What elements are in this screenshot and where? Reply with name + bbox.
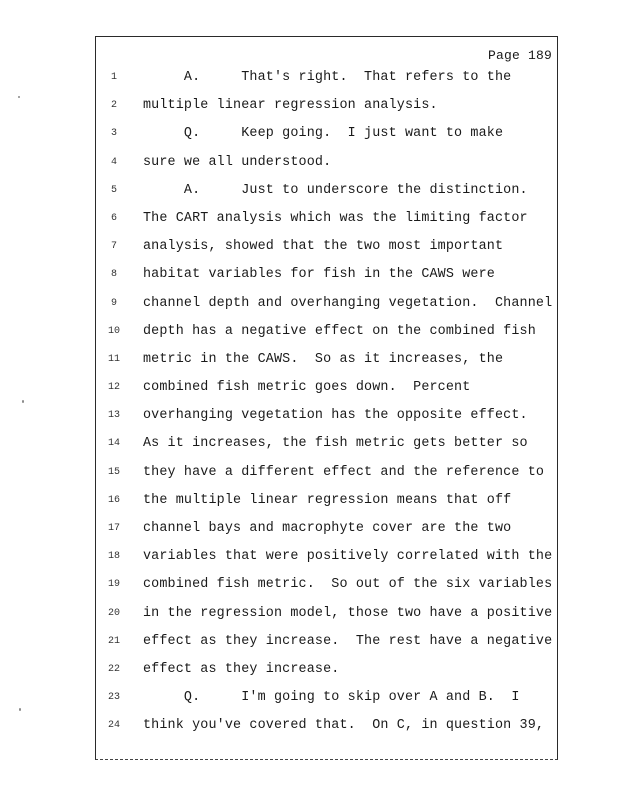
transcript-line [0, 233, 618, 261]
transcript-line [0, 543, 618, 571]
line-number: 17 [107, 523, 120, 534]
transcript-line [0, 712, 618, 740]
line-text: variables that were positively correlated with the [143, 549, 553, 565]
line-number: 16 [107, 494, 120, 506]
line-number: 6 [110, 212, 117, 224]
transcript-line [0, 120, 618, 148]
line-text: channel depth and overhanging vegetation. Channel [143, 295, 553, 311]
transcript-line [0, 149, 618, 177]
transcript-line [0, 177, 618, 205]
line-number: 23 [107, 692, 120, 704]
line-text: As it increases, the fish metric gets better so [143, 436, 528, 452]
line-number: 13 [107, 410, 120, 422]
scan-speck [18, 96, 20, 98]
line-text: Q. I'm going to skip over A and B. I [143, 690, 520, 706]
transcript-line [0, 92, 618, 120]
line-text: A. Just to underscore the distinction. [143, 182, 528, 198]
line-text: sure we all understood. [143, 154, 332, 170]
transcript-line [0, 318, 618, 346]
transcript-line [0, 515, 618, 543]
line-text: overhanging vegetation has the opposite effect. [143, 408, 528, 424]
transcript-line [0, 459, 618, 487]
line-number: 14 [107, 438, 120, 450]
line-text: effect as they increase. [143, 661, 340, 677]
line-number: 9 [110, 297, 117, 309]
line-number: 5 [110, 184, 117, 196]
transcript-line [0, 571, 618, 599]
line-text: multiple linear regression analysis. [143, 98, 438, 114]
transcript-line [0, 346, 618, 374]
line-text: channel bays and macrophyte cover are the two [143, 521, 512, 536]
line-text: they have a different effect and the reference to [143, 464, 545, 480]
line-text: A. That's right. That refers to the [143, 70, 512, 85]
line-number: 10 [107, 325, 120, 337]
line-text: effect as they increase. The rest have a negative [143, 633, 553, 649]
line-text: combined fish metric goes down. Percent [143, 380, 471, 396]
line-number: 22 [107, 663, 120, 675]
line-number: 3 [110, 128, 117, 140]
line-text: analysis, showed that the two most important [143, 239, 504, 255]
line-text: Q. Keep going. I just want to make [143, 126, 504, 142]
transcript-lines [0, 64, 618, 741]
line-number: 15 [107, 466, 120, 478]
line-text: depth has a negative effect on the combined fish [143, 323, 536, 339]
transcript-line [0, 628, 618, 656]
transcript-line [0, 656, 618, 684]
transcript-line [0, 290, 618, 318]
transcript-line [0, 487, 618, 515]
line-number: 24 [107, 720, 120, 732]
line-text: the multiple linear regression means that off [143, 492, 512, 508]
line-number: 21 [107, 635, 120, 647]
line-number: 12 [107, 382, 120, 394]
line-text: combined fish metric. So out of the six variables [143, 577, 553, 593]
line-text: think you've covered that. On C, in question 39, [143, 718, 545, 734]
transcript-line [0, 205, 618, 233]
line-number: 8 [110, 269, 117, 281]
scan-speck [19, 708, 21, 711]
scan-speck [22, 400, 24, 403]
line-text: metric in the CAWS. So as it increases, the [143, 351, 504, 367]
transcript-line [0, 64, 618, 92]
line-number: 19 [107, 579, 120, 591]
line-text: in the regression model, those two have a positive [143, 605, 553, 621]
line-number: 1 [110, 72, 117, 83]
line-text: The CART analysis which was the limiting factor [143, 210, 528, 226]
page-number: Page 189 [487, 48, 552, 63]
transcript-line [0, 600, 618, 628]
line-number: 11 [107, 353, 120, 365]
line-number: 2 [110, 100, 117, 112]
line-text: habitat variables for fish in the CAWS were [143, 267, 495, 283]
line-number: 18 [107, 551, 120, 563]
line-number: 7 [110, 241, 117, 253]
line-number: 4 [110, 156, 117, 168]
transcript-line [0, 261, 618, 289]
transcript-line [0, 402, 618, 430]
line-number: 20 [107, 607, 120, 619]
transcript-line [0, 430, 618, 458]
transcript-line [0, 684, 618, 712]
transcript-line [0, 374, 618, 402]
